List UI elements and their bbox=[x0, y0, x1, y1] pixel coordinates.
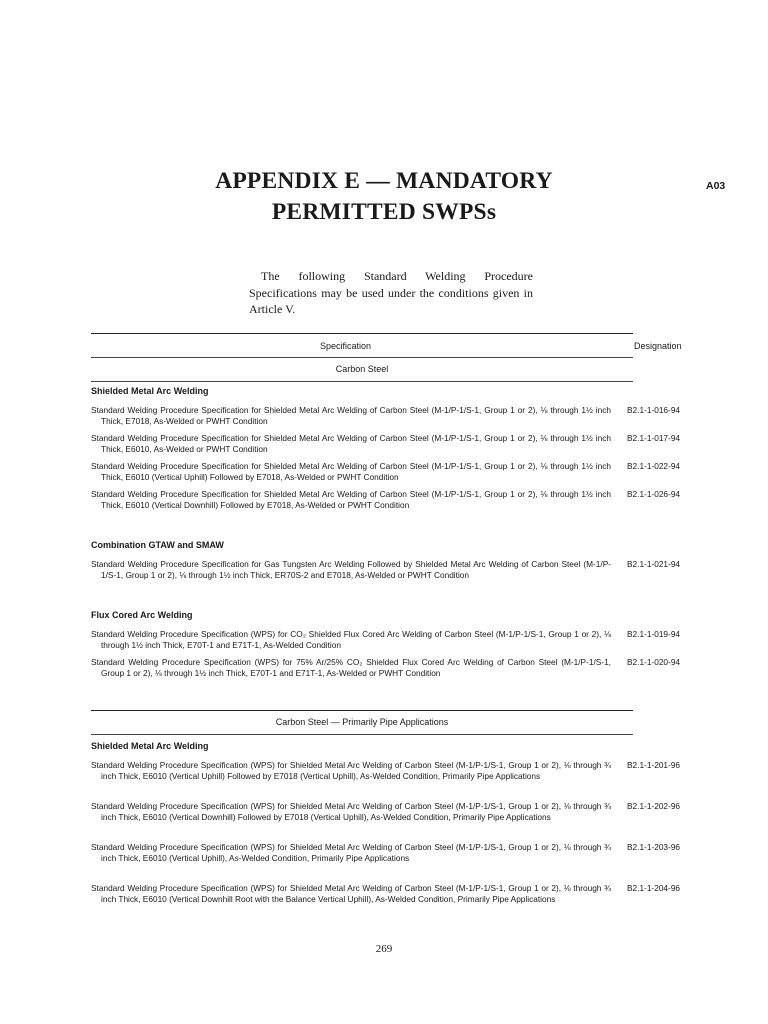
table-top-rule bbox=[91, 333, 633, 334]
header-rule bbox=[91, 357, 633, 358]
specification-text: Standard Welding Procedure Specification for Shielded Metal Arc Welding of Carbon Steel (M-1/P-1/S-1, Group 1 or 2), ⅛ through 1½ inch Thick, E6010, As-Welded or PWHT Condition bbox=[91, 433, 611, 454]
title-line-1: APPENDIX E — MANDATORY bbox=[215, 168, 553, 194]
section-rule bbox=[91, 381, 633, 382]
specification-text: Standard Welding Procedure Specification for Shielded Metal Arc Welding of Carbon Steel (M-1/P-1/S-1, Group 1 or 2), ⅛ through 1½ inch Thick, E6010 (Vertical Downhill) Followed by E7018, As-Welded or PWHT Condition bbox=[91, 489, 611, 510]
group-heading-fcaw: Flux Cored Arc Welding bbox=[91, 610, 193, 620]
section-title-carbon-steel: Carbon Steel bbox=[335, 364, 389, 374]
page-number: 269 bbox=[375, 943, 393, 955]
specification-text: Standard Welding Procedure Specification (WPS) for CO₂ Shielded Flux Cored Arc Welding of Carbon Steel (M-1/P-1/S-1, Group 1 or 2), ⅛ through 1½ inch Thick, E70T-1 and E71T-1, As-Welded Condition bbox=[91, 629, 611, 650]
designation-code: B2.1-1-204-96 bbox=[627, 883, 681, 893]
column-header-designation: Designation bbox=[634, 341, 682, 351]
section-top-rule bbox=[91, 710, 633, 711]
section-rule bbox=[91, 734, 633, 735]
designation-code: B2.1-1-016-94 bbox=[627, 405, 681, 415]
specification-text: Standard Welding Procedure Specification (WPS) for Shielded Metal Arc Welding of Carbon Steel (M-1/P-1/S-1, Group 1 or 2), ⅛ through ¾ inch Thick, E6010 (Vertical Uphill) Followed by E7018 (Vertical Uphill), As-Welded Condition, Primarily Pipe Applications bbox=[91, 760, 611, 781]
designation-code: B2.1-1-021-94 bbox=[627, 559, 681, 569]
designation-code: B2.1-1-203-96 bbox=[627, 842, 681, 852]
revision-mark: A03 bbox=[706, 180, 726, 192]
section-title-carbon-steel-pipe: Carbon Steel — Primarily Pipe Applications bbox=[275, 717, 449, 727]
title-line-2: PERMITTED SWPSs bbox=[271, 199, 497, 225]
specification-text: Standard Welding Procedure Specification (WPS) for Shielded Metal Arc Welding of Carbon Steel (M-1/P-1/S-1, Group 1 or 2), ⅛ through ¾ inch Thick, E6010 (Vertical Uphill), As-Welded Condition, Primarily Pipe Applications bbox=[91, 842, 611, 863]
specification-text: Standard Welding Procedure Specification for Gas Tungsten Arc Welding Followed by Shielded Metal Arc Welding of Carbon Steel (M-1/P-1/S-1, Group 1 or 2), ⅛ through 1½ inch Thick, ER70S-2 and E7018, As-Welded or PWHT Condition bbox=[91, 559, 611, 580]
specification-text: Standard Welding Procedure Specification (WPS) for Shielded Metal Arc Welding of Carbon Steel (M-1/P-1/S-1, Group 1 or 2), ⅛ through ¾ inch Thick, E6010 (Vertical Downhill Root with the Balance Vertical Uphill), As-Welded Condition, Primarily Pipe Applications bbox=[91, 883, 611, 904]
designation-code: B2.1-1-022-94 bbox=[627, 461, 681, 471]
specification-text: Standard Welding Procedure Specification for Shielded Metal Arc Welding of Carbon Steel (M-1/P-1/S-1, Group 1 or 2), ⅛ through 1½ inch Thick, E7018, As-Welded or PWHT Condition bbox=[91, 405, 611, 426]
group-heading-smaw: Shielded Metal Arc Welding bbox=[91, 386, 209, 396]
group-heading-gtaw-smaw: Combination GTAW and SMAW bbox=[91, 540, 224, 550]
designation-code: B2.1-1-026-94 bbox=[627, 489, 681, 499]
group-heading-smaw-pipe: Shielded Metal Arc Welding bbox=[91, 741, 209, 751]
designation-code: B2.1-1-202-96 bbox=[627, 801, 681, 811]
column-header-specification: Specification bbox=[320, 341, 372, 351]
designation-code: B2.1-1-019-94 bbox=[627, 629, 681, 639]
designation-code: B2.1-1-201-96 bbox=[627, 760, 681, 770]
specification-text: Standard Welding Procedure Specification (WPS) for Shielded Metal Arc Welding of Carbon Steel (M-1/P-1/S-1, Group 1 or 2), ⅛ through ¾ inch Thick, E6010 (Vertical Downhill) Followed by E7018 (Vertical Uphill), As-Welded Condition, Primarily Pipe Applications bbox=[91, 801, 611, 822]
designation-code: B2.1-1-017-94 bbox=[627, 433, 681, 443]
specification-text: Standard Welding Procedure Specification for Shielded Metal Arc Welding of Carbon Steel (M-1/P-1/S-1, Group 1 or 2), ⅛ through 1½ inch Thick, E6010 (Vertical Uphill) Followed by E7018, As-Welded or PWHT Condition bbox=[91, 461, 611, 482]
designation-code: B2.1-1-020-94 bbox=[627, 657, 681, 667]
intro-paragraph: The following Standard Welding Procedure Specifications may be used under the conditions given in Article V. bbox=[249, 269, 533, 316]
page-title bbox=[0, 166, 768, 228]
specification-text: Standard Welding Procedure Specification (WPS) for 75% Ar/25% CO₂ Shielded Flux Cored Arc Welding of Carbon Steel (M-1/P-1/S-1, Group 1 or 2), ⅛ through 1½ inch Thick, E70T-1 and E71T-1, As-Welded or PWHT Condition bbox=[91, 657, 611, 678]
